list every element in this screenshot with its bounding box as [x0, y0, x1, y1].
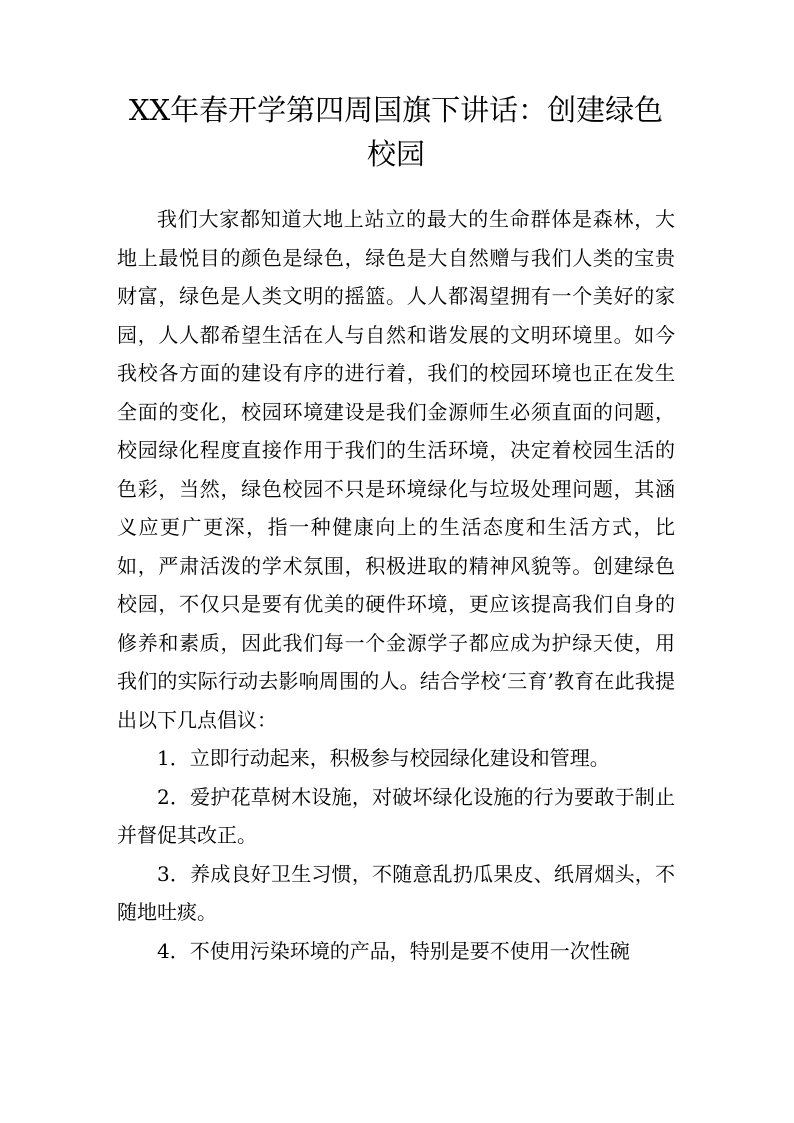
- body-paragraph-intro: 我们大家都知道大地上站立的最大的生命群体是森林，大地上最悦目的颜色是绿色，绿色是大自然赠与我们人类的宝贵财富，绿色是人类文明的摇篮。人人都渴望拥有一个美好的家园，人人都希望生活在人与自然和谐发展的文明环境里。如今我校各方面的建设有序的进行着，我们的校园环境也正在发生全面的变化，校园环境建设是我们金源师生必须直面的问题，校园绿化程度直接作用于我们的生活环境，决定着校园生活的色彩，当然，绿色校园不只是环境绿化与垃圾处理问题，其涵义应更广更深，指一种健康向上的生活态度和生活方式，比如，严肃活泼的学术氛围，积极进取的精神风貌等。创建绿色校园，不仅只是要有优美的硬件环境，更应该提高我们自身的修养和素质，因此我们每一个金源学子都应成为护绿天使，用我们的实际行动去影响周围的人。结合学校‘三育’教育在此我提出以下几点倡议：: [117, 207, 675, 732]
- document-body: [117, 200, 675, 970]
- proposal-item-2: 2．爱护花草树木设施，对破坏绿化设施的行为要敢于制止并督促其改正。: [117, 784, 675, 847]
- proposal-item-3: 3．养成良好卫生习惯，不随意乱扔瓜果皮、纸屑烟头，不随地吐痰。: [117, 861, 675, 924]
- proposal-item-1: 1．立即行动起来，积极参与校园绿化建设和管理。: [157, 746, 610, 770]
- proposal-item-4: 4．不使用污染环境的产品，特别是要不使用一次性碗: [157, 938, 630, 963]
- document-page: [117, 88, 675, 970]
- document-title: XX年春开学第四周国旗下讲话：创建绿色校园: [128, 93, 664, 171]
